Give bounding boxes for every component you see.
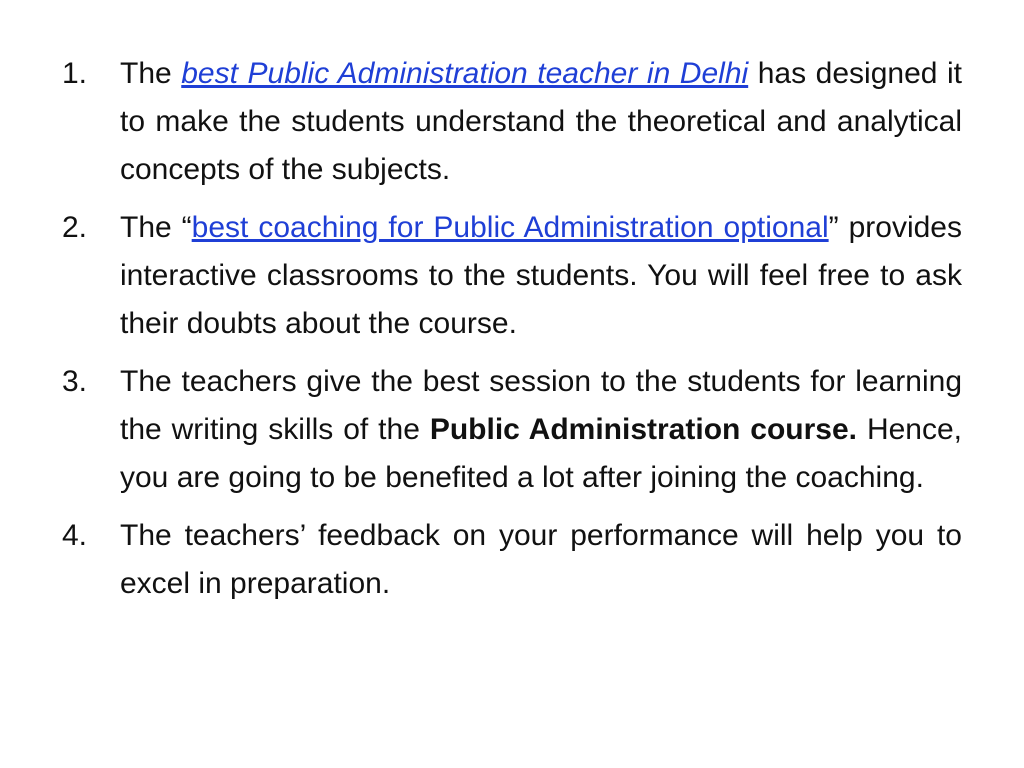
item-number: 4.	[62, 519, 88, 552]
item-number: 2.	[62, 211, 88, 244]
item-text-before: The “	[120, 211, 192, 244]
list-item	[62, 50, 962, 194]
list-item	[62, 358, 962, 502]
list-item	[62, 512, 962, 608]
item-number: 1.	[62, 57, 88, 90]
numbered-list	[62, 50, 962, 608]
item-text-after: has designed it to make the students understand the theoretical and analytical concepts of the subjects.	[120, 57, 962, 186]
coaching-link[interactable]: best coaching for Public Administration optional	[191, 211, 829, 244]
item-text-before: The	[120, 57, 182, 90]
course-name-bold: Public Administration course.	[429, 413, 857, 446]
teacher-link[interactable]: best Public Administration teacher in Delhi	[181, 57, 749, 90]
item-number: 3.	[62, 365, 88, 398]
item-text-after: Hence, you are going to be benefited a lot after joining the coaching.	[120, 413, 962, 494]
list-item	[62, 204, 962, 348]
item-text-before: The teachers give the best session to the students for learning the writing skills of the	[120, 365, 962, 446]
item-text-after: ” provides interactive classrooms to the students. You will feel free to ask their doubts about the course.	[120, 211, 962, 340]
item-text: The teachers’ feedback on your performance will help you to excel in preparation.	[120, 519, 962, 600]
